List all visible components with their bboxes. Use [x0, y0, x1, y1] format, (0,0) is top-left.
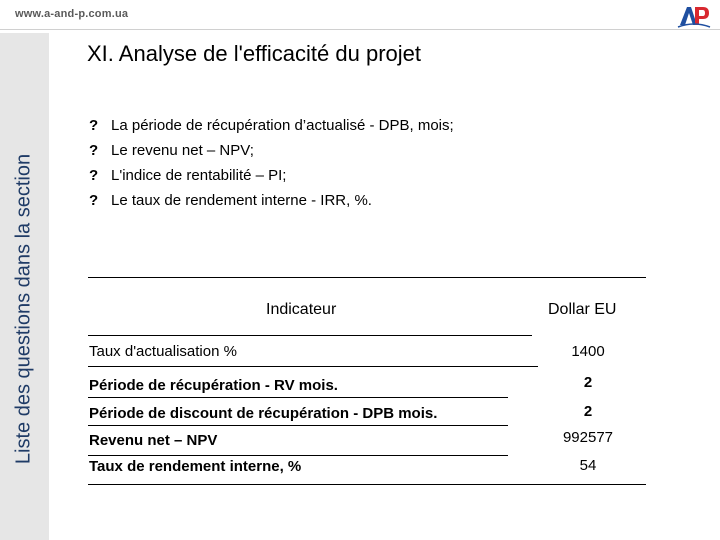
list-item	[89, 163, 454, 188]
section-sidebar	[0, 33, 49, 540]
table-row-value: 1400	[571, 343, 605, 360]
list-item	[89, 138, 454, 163]
table-rule	[88, 455, 508, 456]
table-row-value: 2	[583, 403, 593, 420]
table-row-label: Période de discount de récupération - DPB mois.	[89, 405, 438, 422]
table-rule	[88, 277, 646, 278]
table-row-value: 54	[579, 457, 597, 474]
question-text: Le taux de rendement interne - IRR, %.	[111, 192, 372, 209]
table-rule	[88, 484, 646, 485]
table-row-label: Période de récupération - RV mois.	[89, 377, 338, 394]
table-rule	[88, 425, 508, 426]
table-rule	[88, 335, 532, 336]
table-row-value: 2	[583, 374, 593, 391]
question-list	[89, 113, 454, 213]
list-item	[89, 188, 454, 213]
column-header-currency: Dollar EU	[548, 301, 617, 318]
sidebar-label: Liste des questions dans la section	[12, 153, 35, 465]
question-mark-bullet: ?	[89, 117, 99, 134]
table-rule	[88, 397, 508, 398]
header-divider	[0, 29, 720, 30]
question-text: Le revenu net – NPV;	[111, 142, 254, 159]
question-text: L'indice de rentabilité – PI;	[111, 167, 287, 184]
table-row-label: Taux de rendement interne, %	[89, 458, 302, 475]
question-text: La période de récupération d’actualisé - DPB, mois;	[111, 117, 454, 134]
list-item	[89, 113, 454, 138]
page-title: XI. Analyse de l'efficacité du projet	[87, 41, 421, 66]
site-url[interactable]: www.a-and-p.com.ua	[15, 8, 129, 20]
table-row-label: Revenu net – NPV	[89, 432, 218, 449]
question-mark-bullet: ?	[89, 192, 99, 209]
column-header-indicator: Indicateur	[266, 301, 337, 318]
company-logo	[676, 3, 712, 29]
question-mark-bullet: ?	[89, 142, 99, 159]
question-mark-bullet: ?	[89, 167, 99, 184]
table-row-label: Taux d'actualisation %	[89, 343, 237, 360]
table-rule	[88, 366, 538, 367]
table-row-value: 992577	[562, 429, 614, 446]
indicators-table	[88, 277, 646, 485]
